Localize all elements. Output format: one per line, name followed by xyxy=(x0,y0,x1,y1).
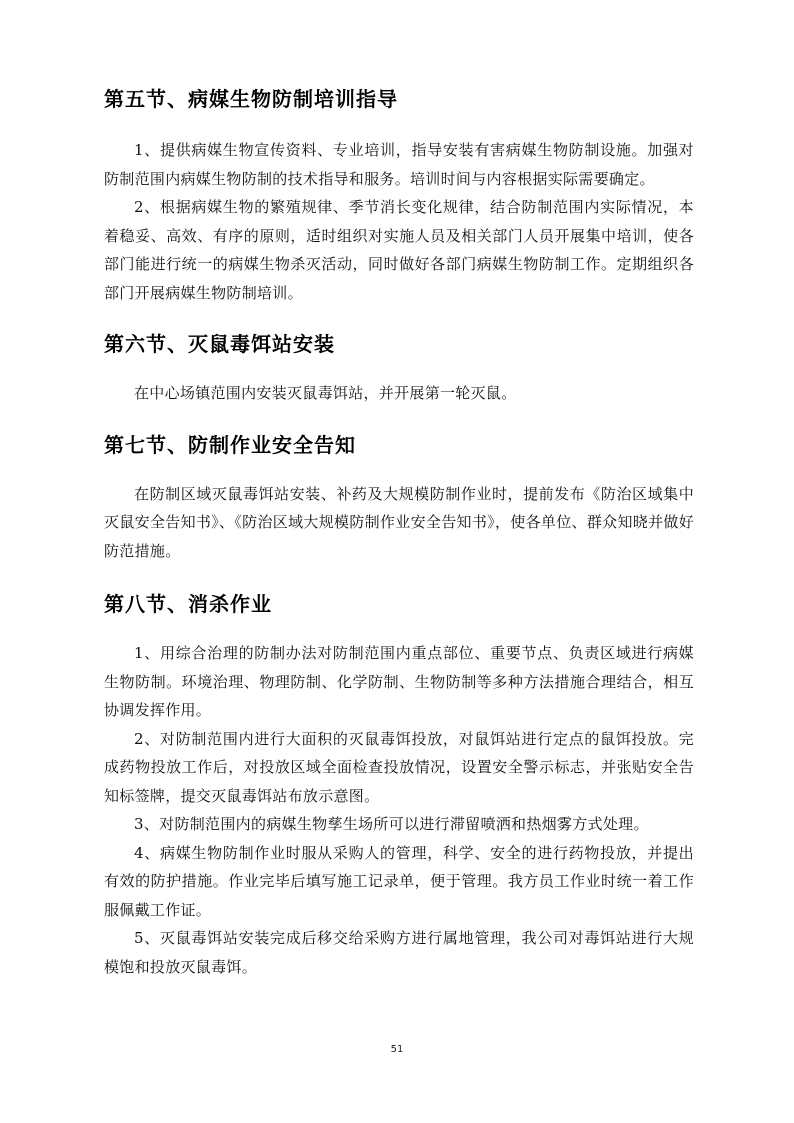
section-8 xyxy=(104,589,694,981)
section-heading: 第八节、消杀作业 xyxy=(104,592,272,616)
paragraph: 4、病媒生物防制作业时服从采购人的管理，科学、安全的进行药物投放，并提出有效的防护措施。作业完毕后填写施工记录单，便于管理。我方员工作业时统一着工作服佩戴工作证。 xyxy=(104,843,694,919)
section-heading: 第五节、病媒生物防制培训指导 xyxy=(104,87,398,111)
paragraph: 1、用综合治理的防制办法对防制范围内重点部位、重要节点、负责区域进行病媒生物防制。环境治理、物理防制、化学防制、生物防制等多种方法措施合理结合，相互协调发挥作用。 xyxy=(104,644,694,719)
paragraph: 3、对防制范围内的病媒生物孳生场所可以进行滞留喷洒和热烟雾方式处理。 xyxy=(134,815,649,833)
paragraph: 在防制区域灭鼠毒饵站安装、补药及大规模防制作业时，提前发布《防治区域集中灭鼠安全告知书》、《防治区域大规模防制作业安全告知书》，使各单位、群众知晓并做好防范措施。 xyxy=(104,484,694,560)
section-5 xyxy=(104,84,694,307)
paragraph: 5、灭鼠毒饵站安装完成后移交给采购方进行属地管理，我公司对毒饵站进行大规模饱和投放灭鼠毒饵。 xyxy=(104,929,694,976)
paragraph: 1、提供病媒生物宣传资料、专业培训，指导安装有害病媒生物防制设施。加强对防制范围内病媒生物防制的技术指导和服务。培训时间与内容根据实际需要确定。 xyxy=(104,141,694,188)
paragraph: 在中心场镇范围内安装灭鼠毒饵站，并开展第一轮灭鼠。 xyxy=(134,384,517,402)
section-6 xyxy=(104,329,694,408)
page-number: 51 xyxy=(390,1044,404,1055)
paragraph: 2、对防制范围内进行大面积的灭鼠毒饵投放，对鼠饵站进行定点的鼠饵投放。完成药物投放工作后，对投放区域全面检查投放情况，设置安全警示标志，并张贴安全告知标签牌，提交灭鼠毒饵站布放示意图。 xyxy=(104,729,694,805)
section-7 xyxy=(104,430,694,566)
section-heading: 第七节、防制作业安全告知 xyxy=(104,432,356,457)
page-content xyxy=(104,80,694,981)
section-heading: 第六节、灭鼠毒饵站安装 xyxy=(104,332,335,356)
paragraph: 2、根据病媒生物的繁殖规律、季节消长变化规律，结合防制范围内实际情况，本着稳妥、高效、有序的原则，适时组织对实施人员及相关部门人员开展集中培训，使各部门能进行统一的病媒生物杀灭活动，同时做好各部门病媒生物防制工作。定期组织各部门开展病媒生物防制培训。 xyxy=(104,198,694,302)
